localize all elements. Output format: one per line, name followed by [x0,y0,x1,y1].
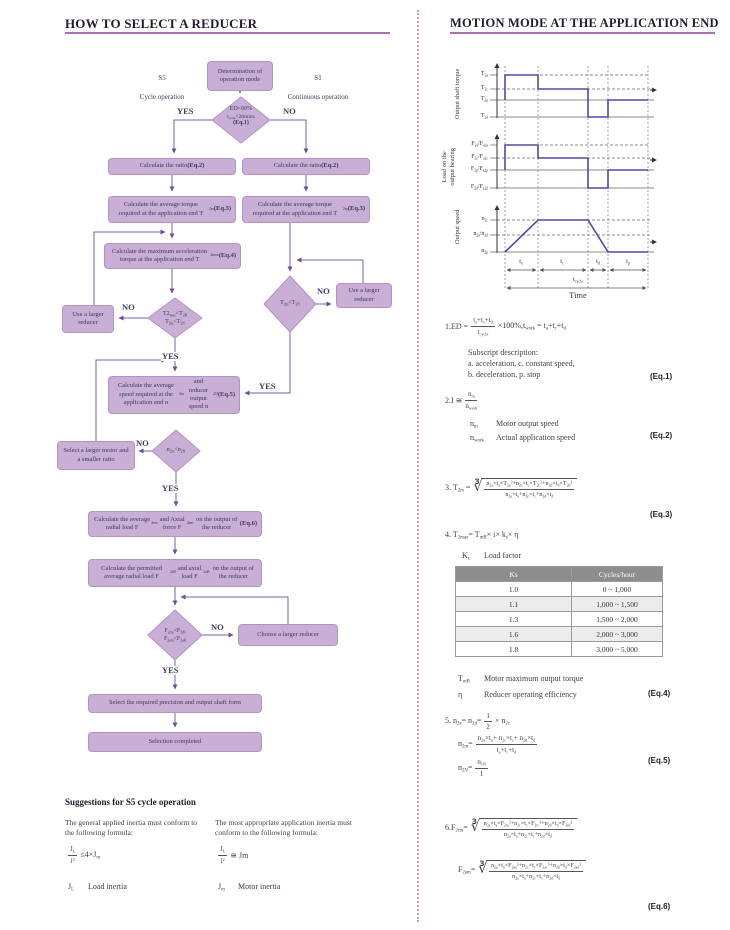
eq4-formula [445,530,518,541]
eq5-line3-numerator: $n_{1N}$ [475,758,488,769]
speed-axis-title: Output speed [454,209,462,245]
no-label-3: NO [317,286,330,296]
eq5-line2 [458,734,537,756]
flow-node-avg-speed: Calculate the average speed required at the application end n 2m and reducer output speed n 2N (Eq.5) [108,376,240,414]
eq5-line2-numerator: $n_{2a}\times t_a+ n_{2c}\times t_c+ n_{2d}\times t_d$ [476,734,538,745]
cell-cycles-5: 3,000 ~ 5,000 [572,642,663,657]
load-tick-3: $F_{2p}/F_{a2p}$ [470,166,488,173]
decision2-line2: $T_{2m}<T_{2N}$ [165,318,185,325]
table-row [456,597,663,612]
eq6-line1-denominator: $n_{2a}\times t_a+n_{2c}\times t_c+n_{2d}\times t_d$ [504,830,552,838]
eq1-suffix: $\times 100\%,t_{work} = t_a+t_c+t_d$ [497,321,566,333]
eq3-fraction [484,480,574,498]
eq6-line2-prefix: $F_{2am}=$ [458,864,476,876]
speed-tick-n2c: $n_{2c}$ [481,216,488,223]
col2-legend-symbol: $J_m$ [218,882,225,893]
cell-cycles-2: 1,000 ~ 1,500 [572,597,663,612]
col2-numerator: $J_L$ [218,845,227,856]
flow-node-avg-torque-right: Calculate the average torque required at the application end T 2m (Eq.3) [242,196,370,223]
flow-node-radial-load: Calculate the average radial load F 2rm and Axial force F 2am on the output of the reducer (Eq.6) [88,511,262,537]
decision5-line2: $F_{2am}<F_{2aB}$ [163,635,187,642]
col2-fraction [218,845,227,865]
suggestions-col1-legend [68,882,127,893]
cell-ks-5: 1.8 [456,642,572,657]
eq2-legend1-symbol: $n_m$ [470,419,478,430]
load-profile-line [505,145,648,188]
branch-s1-sublabel: Continuous operation [287,93,349,101]
flow-node-completed: Selection completed [88,732,262,752]
eq2-legend1-desc: Motor output speed [496,419,559,428]
torque-tick-t2d: $T_{2d}$ [480,113,488,120]
flow-node-ratio-right: Calculate the ratio (Eq.2) [242,158,370,175]
eq1-prefix: 1.ED = [445,322,469,332]
cell-ks-2: 1.1 [456,597,572,612]
eq2-legend-2 [470,433,575,444]
decision1-line3: (Eq.1) [233,120,249,127]
suggestions-col2-formula [218,845,248,865]
eq6-line2-numerator: $n_{2a}\times t_a\times F_{2aa}^3+n_{2c}\times t_c\times F_{2ac}^3+n_{2d}\times t_d\times F_{2ad}^3$ [489,862,583,872]
eq2-formula [445,390,477,412]
decision5-line1: $F_{2rm}<F_{2rB}$ [164,628,186,635]
eq1-numerator: $t_a+t_c+t_d$ [471,316,495,327]
eq3-denominator: $n_{2a}\times t_a+n_{2c}\times t_c+n_{2d}\times t_d$ [505,490,554,498]
eq2-legend2-desc: Actual application speed [496,433,576,442]
eq5-line3-prefix: $n_{2N}=$ [458,762,473,774]
eq4-ks-symbol: $K_s$ [462,551,470,562]
yes-label-2: YES [162,351,179,361]
time-seg-td: $t_d$ [596,258,600,266]
eq4-ks-label [462,551,521,562]
chart-gray-lines [490,75,654,252]
eq4-legend-1 [458,674,583,685]
col-header-ks: Ks [456,567,572,582]
cell-ks-4: 1.6 [456,627,572,642]
time-cycle-label: $t_{cycle}$ [572,276,584,284]
right-section-title: MOTION MODE AT THE APPLICATION END [450,16,719,30]
col1-numerator: $J_L$ [68,845,77,856]
cell-ks-3: 1.3 [456,612,572,627]
flow-node-max-torque: Calculate the maximum acceleration torque at the application end T 2max (Eq.4) [104,243,241,269]
eq3-prefix: 3. $T_{2m}$ = [445,482,471,494]
flow-node-choose-larger: Choose a larger reducer [238,624,338,646]
cell-cycles-4: 2,000 ~ 3,000 [572,627,663,642]
speed-profile-line [505,220,648,252]
table-row [456,582,663,597]
eq4-ks-desc: Load factor [484,551,522,560]
cube-root-sign: ∛ [478,862,488,878]
load-axis-title-line1: Load on the [441,151,449,183]
cube-root-sign: ∛ [473,480,483,496]
decision-operation-mode-text [211,106,271,128]
eq2-legend-1 [470,419,559,430]
decision-torque-s1-text [260,300,320,308]
flow-node-select-larger-motor: Select a larger motor and a smaller ratio [57,441,135,470]
col2-legend-desc: Motor inertia [238,882,281,891]
load-factor-table [455,566,663,657]
time-seg-tc: $t_c$ [560,258,564,266]
eq5-line2-fraction [476,734,538,756]
eq1-subdesc-title: Subscript description: [468,348,538,357]
eq2-tag: (Eq.2) [650,431,673,440]
eq1-denominator: $t_{cycle}$ [477,328,489,337]
eq2-legend2-symbol: $n_{work}$ [470,433,484,444]
load-factor-header-row [456,567,663,582]
no-label-5: NO [211,622,224,632]
load-axis-title-line2: output bearing [449,147,456,186]
eq3-formula [445,478,577,498]
cell-cycles-1: 0 ~ 1,000 [572,582,663,597]
time-axis-label: Time [569,290,587,300]
branch-s5-sublabel: Cycle operation [139,93,185,101]
flow-node-use-larger-right: Use a larger reducer [336,283,392,308]
branch-s5-label: S5 [158,74,166,82]
flow-node-permitted-load: Calculate the permitted average radial load F 2rB and axial load F 2aB on the output of the reducer [88,559,262,587]
eq5-line1-denominator: 2 [486,723,490,732]
eq4-legend1-desc: Motor maximum output torque [484,674,584,683]
decision-speed-text [146,447,206,455]
decision1-line1: ED<60% [229,106,253,112]
eq2-prefix: 2.I ≅ [445,396,463,406]
eq3-cube-root [473,478,577,498]
col1-formula-suffix: $\le 4\times J_m$ [80,849,101,861]
torque-tick-t2a: $T_{2a}$ [480,71,488,78]
eq6-line2-fraction [489,862,583,880]
eq3-numerator: $n_{2a}\times t_a\times T_{2a}^3+n_{2c}\times t_c\times T_{2c}^3+n_{2d}\times t_d\times T_{2d}^3$ [484,480,574,490]
eq6-line1-prefix: $6.F_{2rm}=$ [445,822,468,834]
eq4-legend2-desc: Reducer operating efficiency [484,690,577,699]
load-tick-1: $F_{2a}/F_{a2a}$ [471,141,488,148]
no-label-4: NO [136,438,149,448]
yes-label-4: YES [162,483,179,493]
table-row [456,612,663,627]
col1-denominator: $i^2$ [70,857,75,866]
suggestions-col1-formula [68,845,100,865]
speed-tick-n2p: $n_{2p}$ [481,248,488,255]
eq6-line2-cube-root [478,860,586,880]
cell-cycles-3: 1,500 ~ 2,000 [572,612,663,627]
eq4-legend-2 [458,690,577,699]
decision3-line1: $T_{2m}<T_{2N}$ [280,300,300,307]
eq6-line1 [445,818,577,838]
load-tick-4: $F_{2d}/F_{a2d}$ [470,184,488,191]
flow-node-use-larger-left: Use a larger reducer [62,305,114,333]
eq6-line2 [458,860,586,880]
eq5-line1-prefix: 5. $n_{2a}= n_{2d}=$ [445,716,482,727]
eq1-formula [445,316,566,338]
eq6-line1-cube-root [471,818,578,838]
eq5-tag: (Eq.5) [648,756,671,765]
eq5-line1-suffix: × $n_{2c}$ [494,716,510,727]
eq1-subscript-description [468,348,575,380]
eq2-denominator: $n_{work}$ [465,402,478,411]
load-tick-2: $F_{2c}/F_{a2c}$ [471,154,488,161]
eq5-line1 [445,712,510,731]
no-label-1: NO [283,106,296,116]
col-header-cycles: Cycles/hour [572,567,663,582]
eq5-half-fraction [484,712,492,731]
torque-tick-t2p: $T_{2p}$ [480,96,488,103]
table-row [456,642,663,657]
suggestions-heading: Suggestions for S5 cycle operation [65,797,196,807]
col1-legend-desc: Load inertia [88,882,127,891]
flow-node-avg-torque-left: Calculate the average torque required at the application end T 2m (Eq.3) [108,196,236,223]
flow-node-start: Determination of operation mode [207,61,273,91]
eq5-line2-prefix: $n_{2m}=$ [458,739,473,751]
col2-formula-suffix: ≅ Jm [230,850,249,860]
eq5-line3 [458,758,488,778]
time-seg-ta: $t_a$ [519,258,523,266]
chart-dashed-levels [497,75,650,235]
flow-node-precision: Select the required precision and output shaft form [88,694,262,713]
suggestions-col2-text: The most appropriate application inertia must conform to the following formula: [215,818,352,838]
col2-denominator: $i^2$ [220,857,225,866]
eq1-fraction [471,316,495,338]
eq6-line1-fraction [482,820,575,838]
time-seg-tp: $t_p$ [626,258,630,266]
eq4-legend1-symbol: $T_{mB}$ [458,674,470,685]
torque-axis-title: Output shaft torque [454,68,462,120]
eq5-line1-numerator: 1 [484,712,492,722]
decision1-line2: $t_{work}<20\min s$ [227,113,255,120]
cube-root-sign: ∛ [470,820,480,836]
eq1-subdesc-line2: b. deceleration, p. stop [468,369,541,379]
table-row [456,627,663,642]
col1-legend-symbol: $J_L$ [68,882,75,893]
yes-label-1: YES [177,106,194,116]
eq6-line2-denominator: $n_{2a}\times t_a+n_{2c}\times t_c+n_{2d}\times t_d$ [512,872,560,880]
eq4-legend2-symbol: η [458,690,463,699]
eq2-fraction [465,390,477,412]
suggestions-col2-legend [218,882,280,893]
decision4-line1: $n_{2m}<n_{2N}$ [166,447,186,454]
decision-load-text [145,628,205,643]
torque-tick-t2c: $T_{2c}$ [480,85,488,92]
yes-label-5: YES [162,665,179,675]
eq1-tag: (Eq.1) [650,372,673,381]
eq4-tag: (Eq.4) [648,689,671,698]
eq6-line1-numerator: $n_{2a}\times t_a\times F_{2ra}^3+n_{2c}\times t_c\times F_{2rc}^3+n_{2d}\times t_d\times F_{2rd}^3$ [482,820,575,830]
yes-label-3: YES [259,381,276,391]
eq5-line2-denominator: $t_a+t_c+t_d$ [496,746,517,755]
eq5-line3-fraction [475,758,488,778]
speed-tick-n2a-n2d: $n_{2a}/n_{2d}$ [473,231,488,238]
torque-profile-line [505,75,648,117]
decision-torque-s5-text [145,311,205,326]
eq6-tag: (Eq.6) [648,902,671,911]
decision2-line1: $T2_{max}<T_{2B}$ [162,311,188,318]
no-label-2: NO [122,302,135,312]
col1-fraction [68,845,77,865]
suggestions-col1-text: The general applied inertia must conform to the following formula: [65,818,198,838]
eq4-expression: 4. $T_{2max}= T_{mB}\times i\times k_s\times \eta$ [445,530,519,541]
eq1-subdesc-line1: a. acceleration, c. constant speed, [468,358,575,368]
left-section-title: HOW TO SELECT A REDUCER [65,16,258,31]
branch-s1-label: S1 [314,74,322,82]
eq2-numerator: $n_m$ [465,390,477,401]
cell-ks-1: 1.0 [456,582,572,597]
eq3-tag: (Eq.3) [650,510,673,519]
eq5-line3-denominator: I [480,770,483,779]
flow-node-ratio-left: Calculate the ratio (Eq.2) [108,158,236,175]
